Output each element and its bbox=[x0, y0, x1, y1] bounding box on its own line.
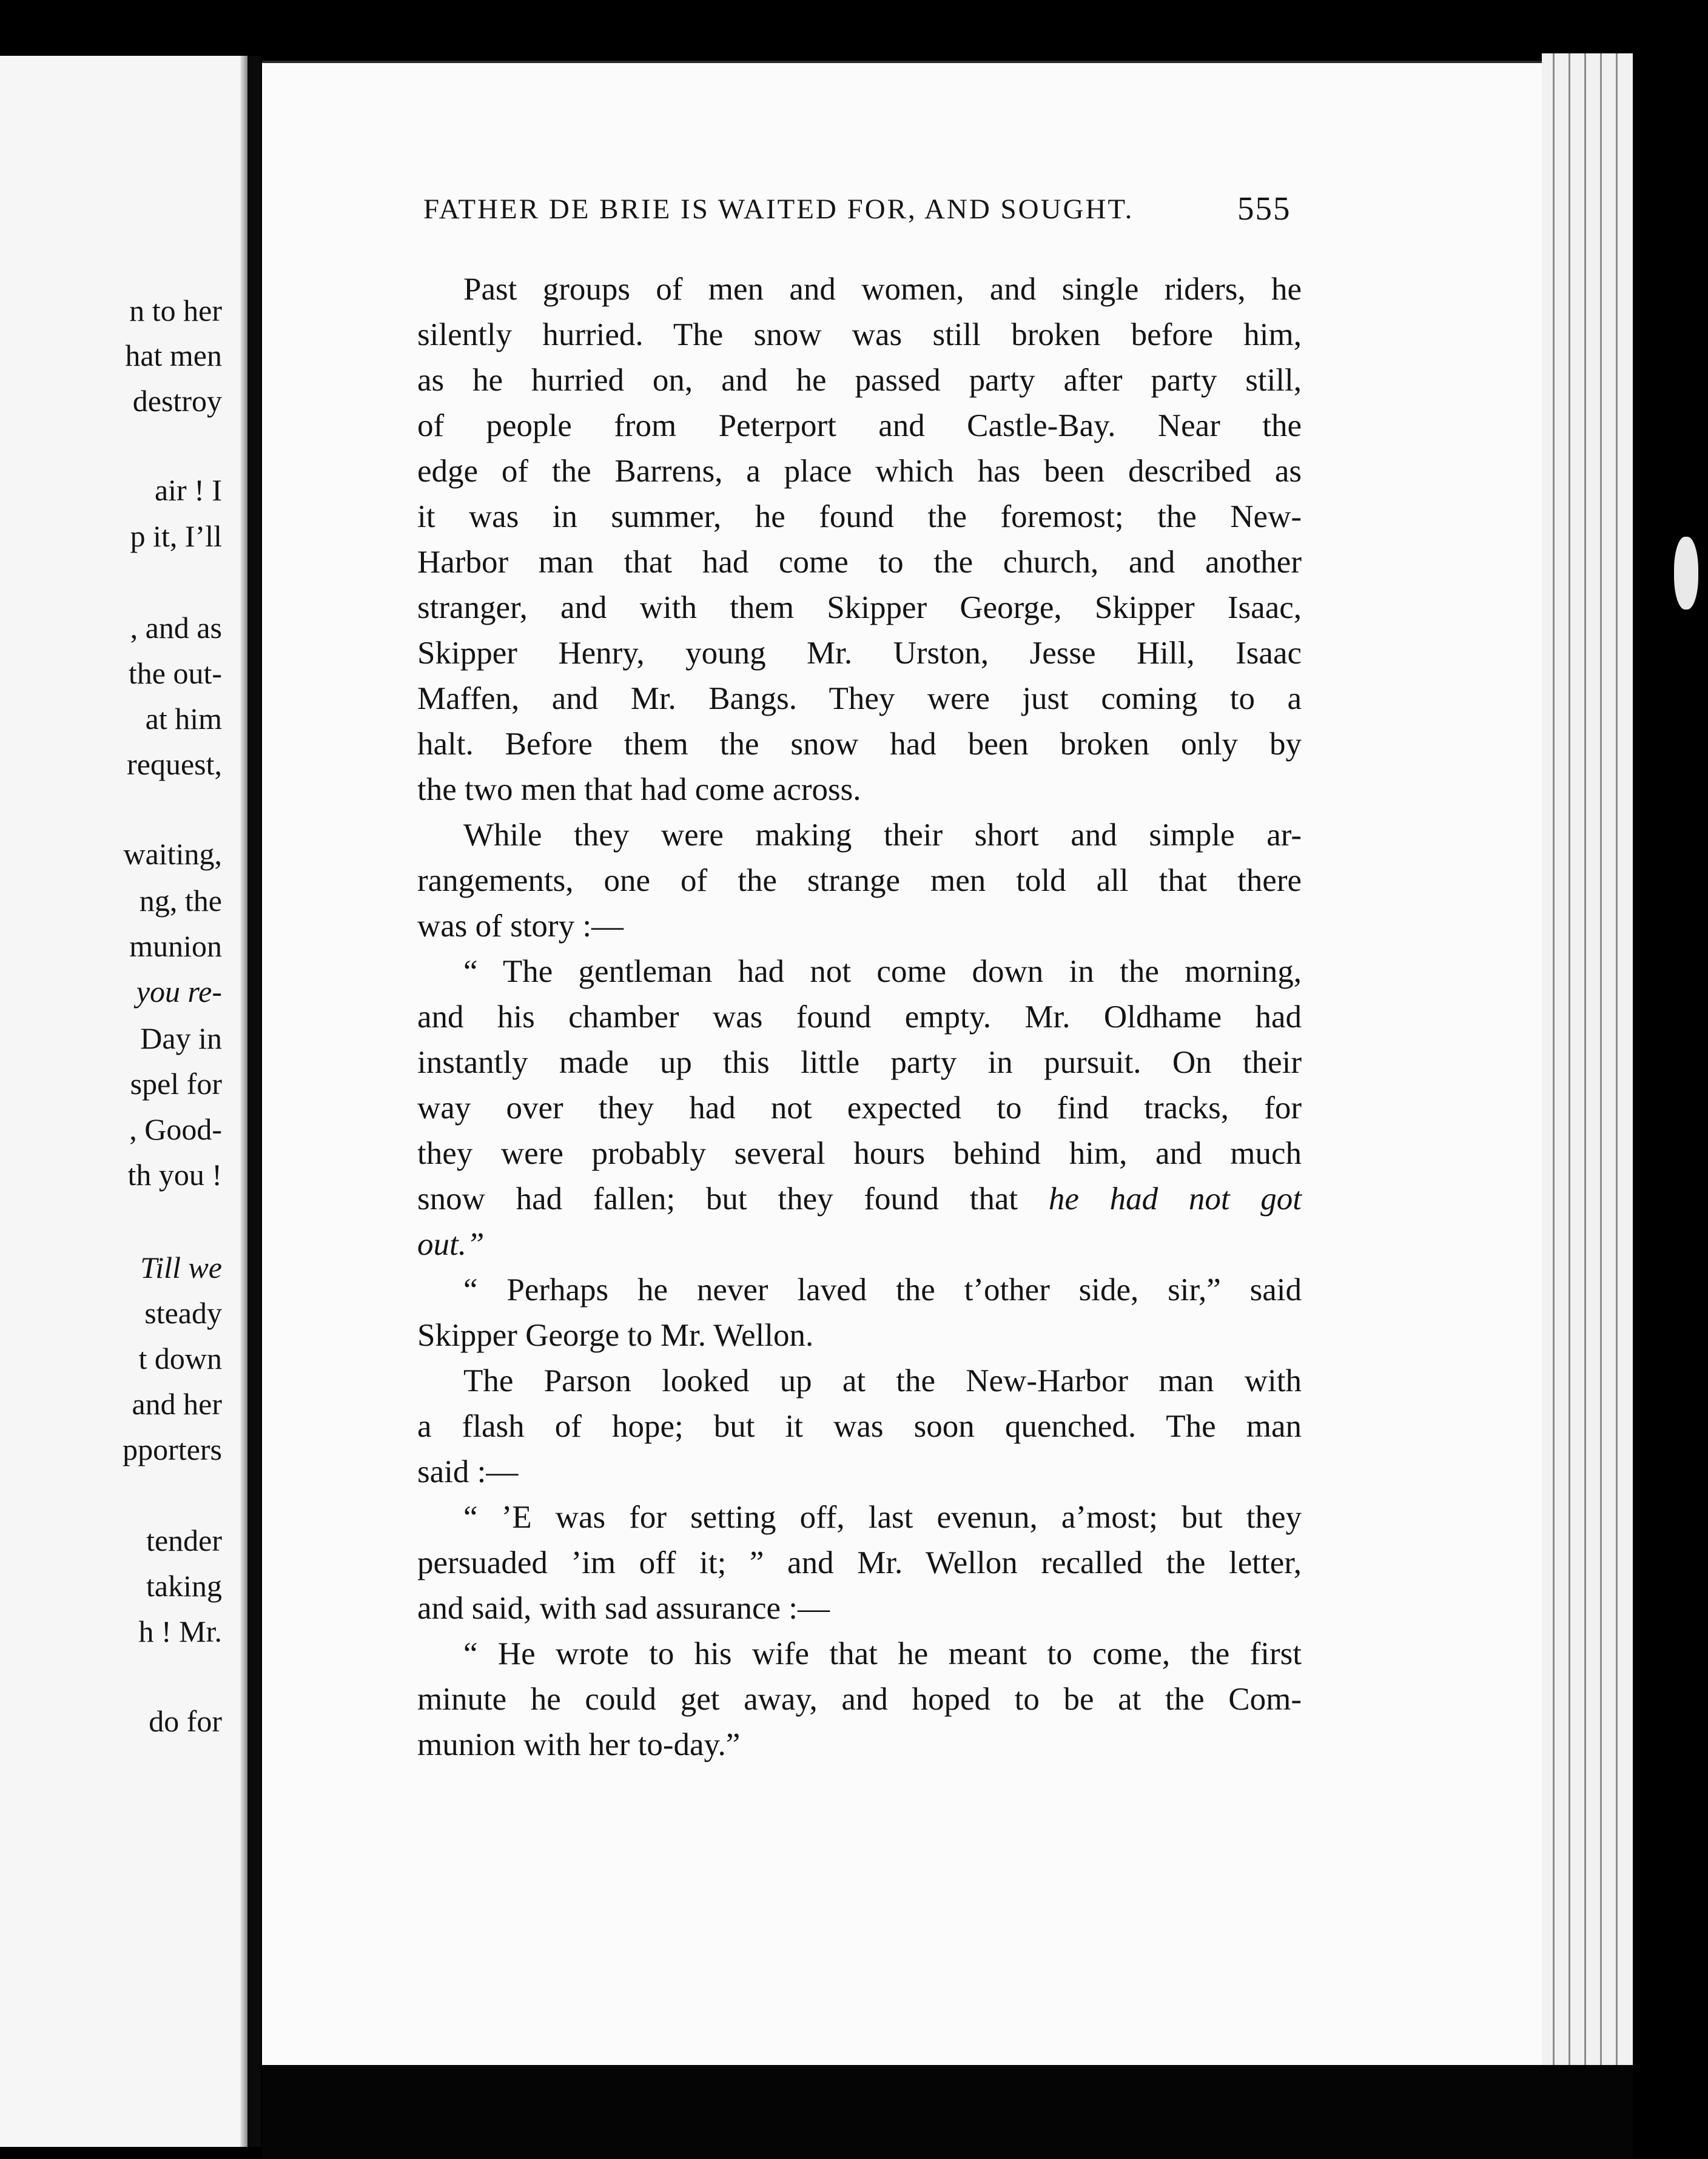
left-page-line: at him bbox=[145, 702, 222, 736]
left-page-line: request, bbox=[127, 747, 222, 781]
body-text-italic: he had not got bbox=[1048, 1181, 1302, 1217]
body-text-line bbox=[417, 1268, 1302, 1313]
body-text-line bbox=[417, 403, 1302, 449]
body-text-roman: was of story :— bbox=[417, 908, 624, 944]
left-page-line: munion bbox=[129, 929, 222, 963]
body-text-roman: silently hurried. The snow was still broken before him, bbox=[417, 317, 1302, 352]
page-edge-line bbox=[1553, 53, 1555, 2079]
body-text-line bbox=[417, 1358, 1302, 1404]
left-page-line: th you ! bbox=[127, 1158, 222, 1192]
body-text-line bbox=[417, 813, 1302, 858]
left-page-line: t down bbox=[138, 1341, 222, 1375]
left-page-line: Till we bbox=[140, 1251, 222, 1284]
body-text-line bbox=[417, 995, 1302, 1040]
body-text-line bbox=[417, 1040, 1302, 1086]
body-text-roman: Harbor man that had come to the church, and another bbox=[417, 545, 1302, 580]
left-page-line: the out- bbox=[128, 656, 222, 690]
left-page-line: Day in bbox=[140, 1021, 222, 1055]
body-text-line bbox=[417, 1177, 1302, 1222]
left-page-line: destroy bbox=[132, 384, 222, 418]
scan-smudge bbox=[1674, 537, 1698, 609]
body-text-roman: said :— bbox=[417, 1454, 519, 1489]
body-text-roman: they were probably several hours behind him, and much bbox=[417, 1136, 1302, 1171]
body-text-line bbox=[417, 904, 1302, 949]
left-facing-page bbox=[0, 56, 247, 2147]
body-text-roman: Maffen, and Mr. Bangs. They were just coming to a bbox=[417, 681, 1302, 716]
body-text-roman: halt. Before them the snow had been broken only by bbox=[417, 727, 1302, 762]
page-body-text bbox=[417, 267, 1302, 1768]
body-text-line bbox=[417, 1677, 1302, 1722]
page-edge-line bbox=[1600, 53, 1602, 2079]
body-text-line bbox=[417, 1313, 1302, 1358]
body-text-line bbox=[417, 858, 1302, 904]
left-page-line: ng, the bbox=[139, 884, 222, 918]
body-text-roman: a flash of hope; but it was soon quenched. The man bbox=[417, 1409, 1302, 1444]
left-page-line: do for bbox=[149, 1704, 222, 1738]
body-text-roman: persuaded ’im off it; ” and Mr. Wellon recalled the letter, bbox=[417, 1545, 1302, 1580]
body-text-line bbox=[417, 1131, 1302, 1177]
body-text-roman: Past groups of men and women, and single riders, he bbox=[463, 272, 1302, 307]
page-edge-line bbox=[1568, 53, 1570, 2079]
body-text-line bbox=[417, 449, 1302, 494]
body-text-roman: way over they had not expected to find tracks, for bbox=[417, 1090, 1302, 1126]
left-page-line: taking bbox=[146, 1569, 222, 1603]
body-text-line bbox=[417, 676, 1302, 722]
body-text-line bbox=[417, 1222, 1302, 1268]
body-text-line bbox=[417, 540, 1302, 585]
body-text-roman: “ ’E was for setting off, last evenun, a’most; but they bbox=[463, 1500, 1302, 1535]
body-text-roman: as he hurried on, and he passed party after party still, bbox=[417, 363, 1302, 398]
body-text-roman: edge of the Barrens, a place which has been described as bbox=[417, 454, 1302, 489]
left-page-line: steady bbox=[144, 1296, 222, 1330]
body-text-roman: and said, with sad assurance :— bbox=[417, 1591, 830, 1626]
body-text-roman: stranger, and with them Skipper George, Skipper Isaac, bbox=[417, 590, 1302, 625]
page-edge-line bbox=[1616, 53, 1618, 2079]
body-text-line bbox=[417, 1449, 1302, 1495]
body-text-roman: minute he could get away, and hoped to be at the Com- bbox=[417, 1682, 1302, 1717]
body-text-roman: “ He wrote to his wife that he meant to come, the first bbox=[463, 1636, 1302, 1671]
book-gutter bbox=[247, 56, 261, 2147]
body-text-line bbox=[417, 585, 1302, 631]
body-text-line bbox=[417, 1722, 1302, 1768]
body-text-line bbox=[417, 312, 1302, 358]
left-page-line: hat men bbox=[125, 338, 222, 372]
body-text-line bbox=[417, 1086, 1302, 1131]
scan-border-right bbox=[1633, 0, 1708, 2159]
body-text-line bbox=[417, 949, 1302, 995]
left-page-line: spel for bbox=[130, 1067, 222, 1101]
scan-border-bottom bbox=[262, 2065, 1633, 2159]
left-page-line: h ! Mr. bbox=[138, 1614, 222, 1648]
body-text-roman: it was in summer, he found the foremost; the New- bbox=[417, 499, 1302, 534]
page-edge-line bbox=[1584, 53, 1586, 2079]
body-text-line bbox=[417, 494, 1302, 540]
running-header: FATHER DE BRIE IS WAITED FOR, AND SOUGHT. bbox=[423, 193, 1134, 225]
left-page-line: , Good- bbox=[129, 1112, 222, 1146]
left-page-line: and her bbox=[132, 1387, 222, 1421]
body-text-line bbox=[417, 1631, 1302, 1677]
body-text-line bbox=[417, 267, 1302, 312]
body-text-roman: “ The gentleman had not come down in the morning, bbox=[463, 954, 1302, 989]
left-page-line: tender bbox=[146, 1523, 222, 1557]
left-page-line: waiting, bbox=[123, 837, 222, 871]
body-text-line bbox=[417, 1404, 1302, 1449]
left-page-line: pporters bbox=[123, 1432, 222, 1466]
body-text-line bbox=[417, 1495, 1302, 1540]
body-text-roman: and his chamber was found empty. Mr. Oldhame had bbox=[417, 999, 1302, 1035]
body-text-roman: Skipper Henry, young Mr. Urston, Jesse Hill, Isaac bbox=[417, 636, 1302, 671]
body-text-roman: instantly made up this little party in pursuit. On their bbox=[417, 1045, 1302, 1080]
left-page-line: n to her bbox=[129, 294, 222, 327]
left-page-line: p it, I’ll bbox=[130, 519, 222, 553]
body-text-line bbox=[417, 1540, 1302, 1586]
body-text-line bbox=[417, 1586, 1302, 1631]
body-text-roman: snow had fallen; but they found that bbox=[417, 1181, 1049, 1217]
body-text-line bbox=[417, 767, 1302, 813]
left-page-line: you re- bbox=[136, 975, 222, 1009]
body-text-roman: rangements, one of the strange men told all that there bbox=[417, 863, 1302, 898]
body-text-line bbox=[417, 358, 1302, 403]
body-text-roman: While they were making their short and simple ar- bbox=[463, 818, 1302, 853]
body-text-line bbox=[417, 722, 1302, 767]
left-page-line: air ! I bbox=[154, 473, 222, 507]
body-text-roman: the two men that had come across. bbox=[417, 772, 861, 807]
body-text-roman: “ Perhaps he never laved the t’other side, sir,” said bbox=[463, 1272, 1302, 1308]
left-page-line: , and as bbox=[130, 611, 222, 645]
page-number: 555 bbox=[1237, 190, 1291, 227]
body-text-roman: munion with her to-day.” bbox=[417, 1727, 741, 1762]
body-text-roman: Skipper George to Mr. Wellon. bbox=[417, 1318, 814, 1353]
body-text-roman: of people from Peterport and Castle-Bay. Near the bbox=[417, 408, 1302, 443]
page-edges bbox=[1542, 53, 1633, 2079]
body-text-roman: The Parson looked up at the New-Harbor man with bbox=[463, 1363, 1302, 1398]
body-text-line bbox=[417, 631, 1302, 676]
left-page-binding-shadow bbox=[240, 56, 247, 2147]
body-text-italic: out.” bbox=[417, 1227, 485, 1262]
